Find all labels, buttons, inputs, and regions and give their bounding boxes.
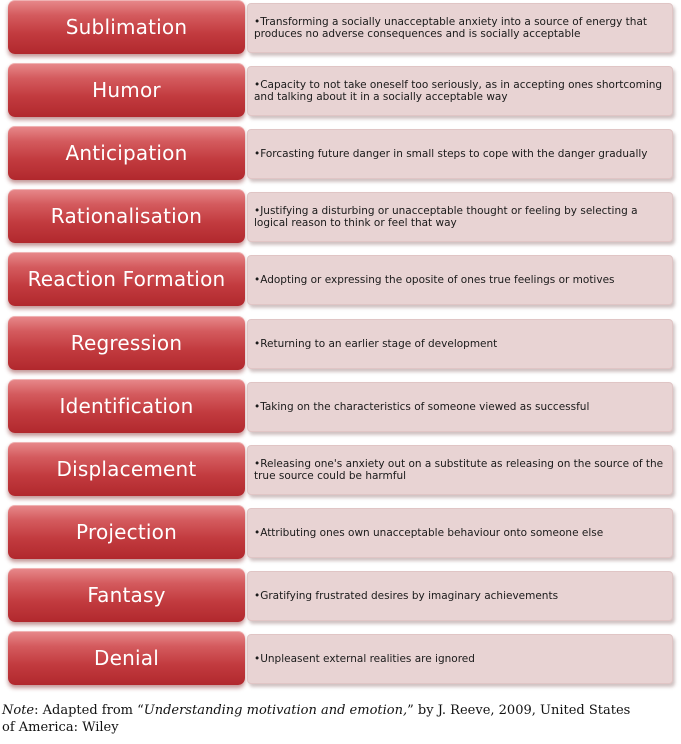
description-text: •Taking on the characteristics of someone viewed as successful: [254, 400, 590, 413]
description-box: [247, 3, 673, 53]
term-box: Regression: [8, 316, 245, 370]
list-item: [0, 631, 681, 689]
description-box: [247, 192, 673, 242]
description-box: [247, 445, 673, 495]
term-box: Identification: [8, 379, 245, 433]
description-box: [247, 571, 673, 621]
description-text: •Capacity to not take oneself too seriously, as in accepting ones shortcoming and talking about it in a socially acceptable way: [254, 78, 663, 103]
note-text-after: ” by J. Reeve, 2009, United States of America: Wiley: [2, 703, 631, 735]
term-box: Denial: [8, 631, 245, 685]
description-box: [247, 508, 673, 558]
term-box: Reaction Formation: [8, 252, 245, 306]
source-note: [2, 702, 642, 736]
description-text: •Gratifying frustrated desires by imaginary achievements: [254, 589, 559, 602]
description-box: [247, 382, 673, 432]
list-item: [0, 63, 681, 121]
description-box: [247, 66, 673, 116]
description-text: •Unpleasent external realities are ignored: [254, 652, 475, 665]
list-item: [0, 442, 681, 500]
term-box: Projection: [8, 505, 245, 559]
note-label: Note: [2, 703, 35, 718]
list-item: [0, 126, 681, 184]
note-text-before: : Adapted from “: [34, 703, 144, 718]
list-item: [0, 316, 681, 374]
description-text: •Transforming a socially unacceptable anxiety into a source of energy that produces no adverse consequences and is socially acceptable: [254, 15, 648, 40]
description-box: [247, 319, 673, 369]
description-text: •Forcasting future danger in small steps to cope with the danger gradually: [254, 147, 648, 160]
list-item: [0, 505, 681, 563]
description-box: [247, 129, 673, 179]
list-item: [0, 252, 681, 310]
note-source-title: Understanding motivation and emotion,: [143, 703, 408, 718]
description-text: •Justifying a disturbing or unacceptable thought or feeling by selecting a logical reason to think or feel that way: [254, 204, 638, 229]
description-text: •Adopting or expressing the oposite of ones true feelings or motives: [254, 273, 615, 286]
term-box: Rationalisation: [8, 189, 245, 243]
description-text: •Returning to an earlier stage of development: [254, 337, 498, 350]
term-box: Anticipation: [8, 126, 245, 180]
list-item: [0, 568, 681, 626]
list-item: [0, 379, 681, 437]
term-box: Humor: [8, 63, 245, 117]
term-box: Sublimation: [8, 0, 245, 54]
description-box: [247, 255, 673, 305]
description-box: [247, 634, 673, 684]
term-box: Fantasy: [8, 568, 245, 622]
list-item: [0, 0, 681, 58]
description-text: •Releasing one's anxiety out on a substitute as releasing on the source of the true source could be harmful: [254, 457, 664, 482]
term-box: Displacement: [8, 442, 245, 496]
list-item: [0, 189, 681, 247]
description-text: •Attributing ones own unacceptable behaviour onto someone else: [254, 526, 604, 539]
